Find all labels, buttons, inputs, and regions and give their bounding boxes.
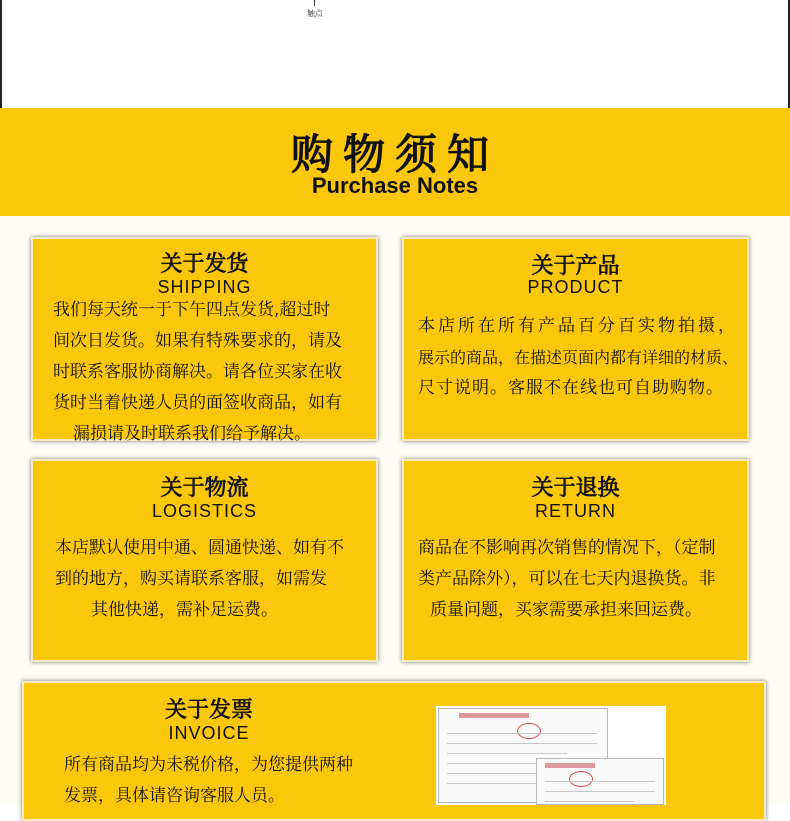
logistics-title: 关于物流 — [160, 476, 249, 501]
product-card — [402, 237, 749, 441]
return-line: 商品在不影响再次销售的情况下，（定制 — [418, 538, 716, 558]
invoice-documents-image — [436, 706, 666, 805]
logistics-subtitle: LOGISTICS — [151, 501, 258, 521]
invoice-line: 所有商品均为未税价格，为您提供两种 — [64, 755, 353, 775]
return-title: 关于退换 — [531, 476, 620, 501]
shipping-title: 关于发货 — [160, 252, 249, 277]
shipping-line: 时联系客服协商解决。请各位买家在收 — [53, 362, 342, 382]
page-subtitle: Purchase Notes — [311, 173, 479, 198]
invoice-title: 关于发票 — [164, 698, 253, 723]
product-subtitle: PRODUCT — [527, 277, 624, 297]
product-title: 关于产品 — [531, 254, 620, 279]
return-card — [402, 459, 749, 662]
product-line: 尺寸说明。客服不在线也可自助购物。 — [418, 378, 724, 398]
return-body — [418, 533, 743, 626]
logistics-line: 其他快递，需补足运费。 — [91, 600, 278, 620]
logistics-body — [55, 533, 373, 626]
invoice-subtitle: INVOICE — [168, 723, 250, 743]
shipping-subtitle: SHIPPING — [157, 277, 252, 297]
logistics-card — [31, 459, 378, 662]
return-subtitle: RETURN — [535, 501, 616, 521]
logistics-line: 到的地方，购买请联系客服，如需发 — [55, 569, 327, 589]
top-tick — [314, 0, 315, 6]
shipping-body — [53, 295, 373, 450]
product-line: 展示的商品，在描述页面内都有详细的材质、 — [418, 348, 739, 367]
return-line: 质量问题，买家需要承担来回运费。 — [430, 600, 702, 620]
shipping-line: 间次日发货。如果有特殊要求的，请及 — [53, 331, 342, 351]
product-body — [418, 311, 743, 404]
invoice-body — [64, 750, 394, 812]
top-frame — [0, 0, 790, 108]
shipping-line: 漏损请及时联系我们给予解决。 — [73, 424, 311, 444]
shipping-line: 货时当着快递人员的面签收商品，如有 — [53, 393, 342, 413]
product-line: 本店所在所有产品百分百实物拍摄， — [418, 316, 738, 336]
page-title: 购物须知 — [290, 130, 499, 179]
invoice-document-front — [536, 758, 664, 805]
invoice-line: 发票，具体请咨询客服人员。 — [64, 786, 285, 806]
logistics-line: 本店默认使用中通、圆通快递、如有不 — [55, 538, 344, 558]
shipping-line: 我们每天统一于下午四点发货,超过时 — [53, 300, 331, 320]
top-caption: 触点 — [307, 9, 323, 18]
shipping-card — [31, 237, 378, 444]
return-line: 类产品除外），可以在七天内退换货。非 — [418, 569, 716, 589]
